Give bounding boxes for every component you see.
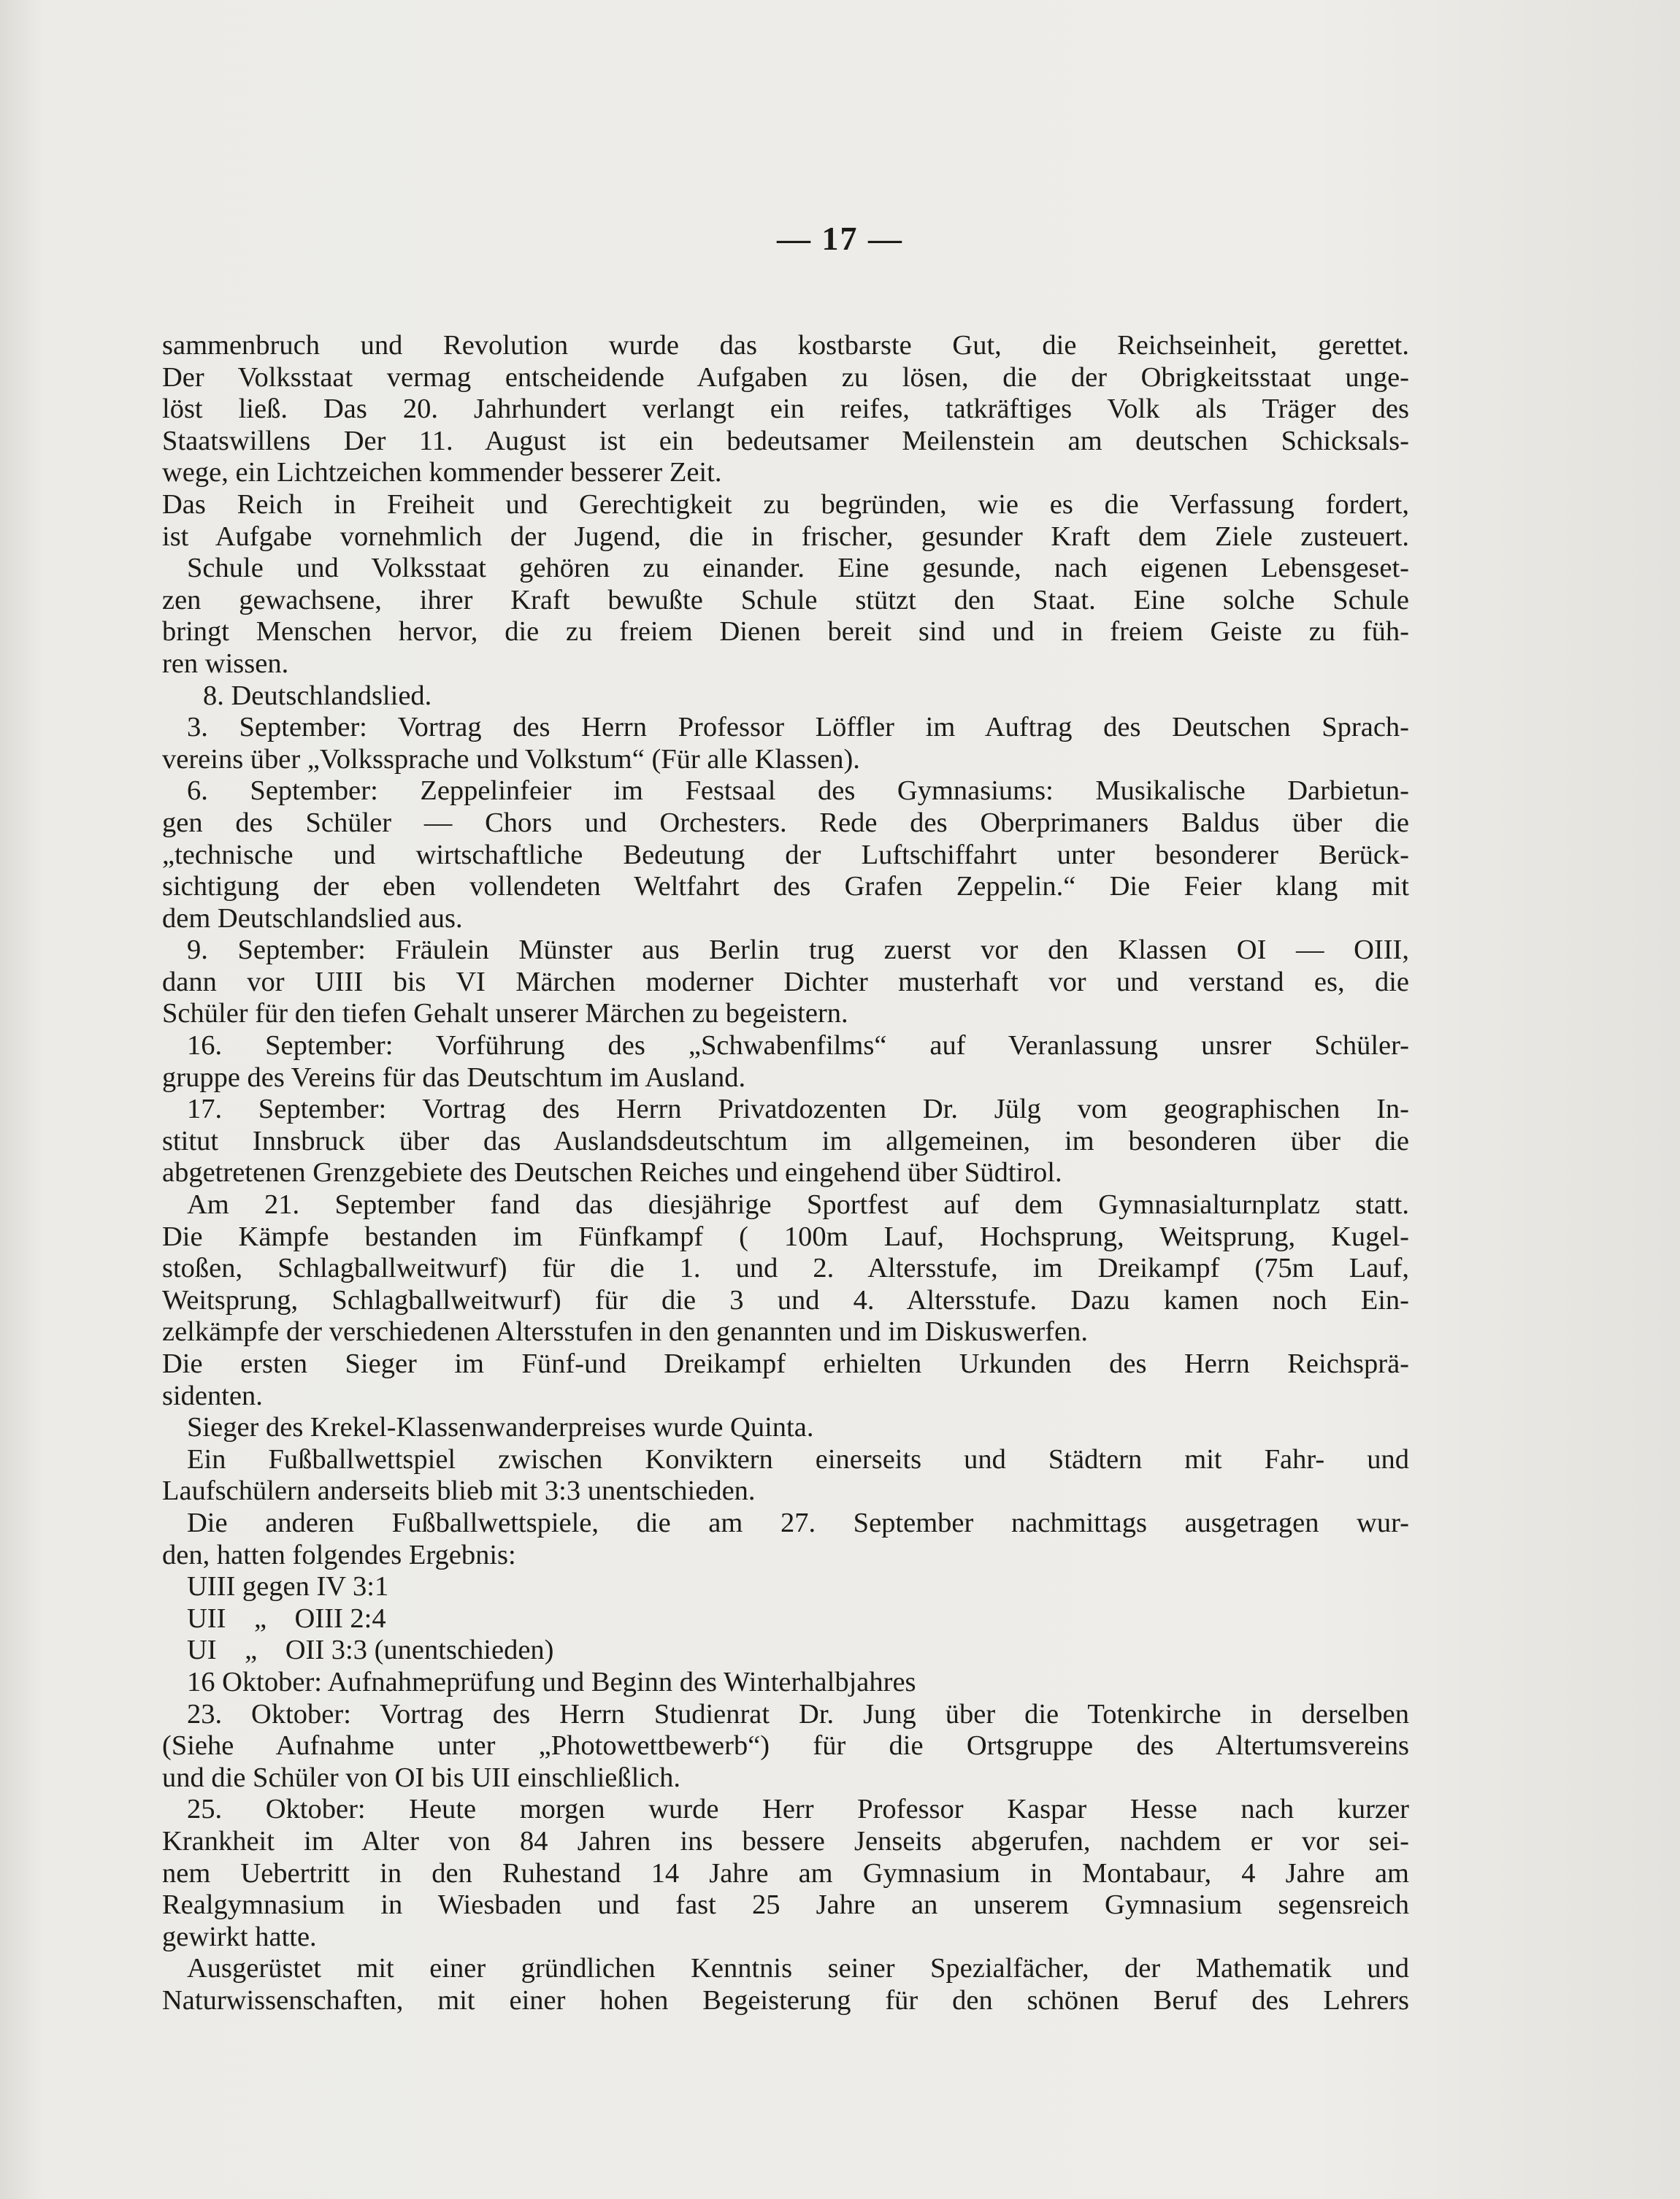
text-line: Ausgerüstet mit einer gründlichen Kenntnis seiner Spezialfächer, der Mathematik und: [187, 1953, 1409, 1984]
text-line: Die ersten Sieger im Fünf-und Dreikampf erhielten Urkunden des Herrn Reichsprä-: [162, 1348, 1409, 1379]
text-line: wege, ein Lichtzeichen kommender besserer Zeit.: [162, 457, 722, 488]
text-line: „technische und wirtschaftliche Bedeutung der Luftschiffahrt unter besonderer Berück-: [162, 839, 1409, 870]
text-line: stitut Innsbruck über das Auslandsdeutschtum im allgemeinen, im besonderen über die: [162, 1125, 1409, 1156]
text-line: vereins über „Volkssprache und Volkstum“ (Für alle Klassen).: [162, 743, 860, 775]
text-line: zelkämpfe der verschiedenen Altersstufen in den genannten und im Diskuswerfen.: [162, 1316, 1088, 1348]
text-line: Das Reich in Freiheit und Gerechtigkeit zu begründen, wie es die Verfassung fordert,: [162, 488, 1409, 520]
text-line: gen des Schüler — Chors und Orchesters. Rede des Oberprimaners Baldus über die: [162, 807, 1409, 838]
text-line: zen gewachsene, ihrer Kraft bewußte Schule stützt den Staat. Eine solche Schule: [162, 584, 1409, 615]
text-line: bringt Menschen hervor, die zu freiem Dienen bereit sind und in freiem Geiste zu füh-: [162, 616, 1409, 648]
text-line: ist Aufgabe vornehmlich der Jugend, die in frischer, gesunder Kraft dem Ziele zusteuert.: [162, 521, 1409, 552]
text-line: Der Volksstaat vermag entscheidende Aufgaben zu lösen, die der Obrigkeitsstaat unge-: [162, 361, 1409, 393]
text-line: löst ließ. Das 20. Jahrhundert verlangt ein reifes, tatkräftiges Volk als Träger des: [162, 394, 1409, 425]
text-line: Laufschülern anderseits blieb mit 3:3 unentschieden.: [162, 1475, 756, 1507]
text-line: Weitsprung, Schlagballweitwurf) für die 3 und 4. Altersstufe. Dazu kamen noch Ein-: [162, 1284, 1409, 1316]
text-line: Schüler für den tiefen Gehalt unserer Märchen zu begeistern.: [162, 998, 848, 1029]
text-line: Ein Fußballwettspiel zwischen Konviktern einerseits und Städtern mit Fahr- und: [187, 1443, 1409, 1475]
text-line: abgetretenen Grenzgebiete des Deutschen Reiches und eingehend über Südtirol.: [162, 1157, 1062, 1189]
text-line: dann vor UIII bis VI Märchen moderner Dichter musterhaft vor und verstand es, die: [162, 966, 1409, 997]
text-line: stoßen, Schlagballweitwurf) für die 1. und 2. Altersstufe, im Dreikampf (75m Lauf,: [162, 1253, 1409, 1284]
text-line: Naturwissenschaften, mit einer hohen Begeisterung für den schönen Beruf des Lehrers: [162, 1984, 1409, 2016]
text-line: nem Uebertritt in den Ruhestand 14 Jahre am Gymnasium in Montabaur, 4 Jahre am: [162, 1857, 1409, 1889]
text-line: 6. September: Zeppelinfeier im Festsaal des Gymnasiums: Musikalische Darbietun-: [187, 775, 1409, 807]
text-line: Krankheit im Alter von 84 Jahren ins bessere Jenseits abgerufen, nachdem er vor sei-: [162, 1825, 1409, 1857]
text-line: Schule und Volksstaat gehören zu einander. Eine gesunde, nach eigenen Lebensgeset-: [187, 553, 1409, 584]
text-line: UI „ OII 3:3 (unentschieden): [187, 1635, 554, 1666]
text-line: Die anderen Fußballwettspiele, die am 27. September nachmittags ausgetragen wur-: [187, 1507, 1409, 1538]
text-line: 9. September: Fräulein Münster aus Berlin trug zuerst vor den Klassen OI — OIII,: [187, 935, 1409, 966]
text-line: 16. September: Vorführung des „Schwabenfilms“ auf Veranlassung unsrer Schüler-: [187, 1030, 1409, 1062]
text-line: 25. Oktober: Heute morgen wurde Herr Professor Kaspar Hesse nach kurzer: [187, 1794, 1409, 1825]
text-line: sidenten.: [162, 1380, 263, 1411]
text-line: UII „ OIII 2:4: [187, 1603, 386, 1634]
text-line: Sieger des Krekel-Klassenwanderpreises wurde Quinta.: [187, 1412, 814, 1443]
body-text: [162, 330, 1409, 2016]
text-line: 8. Deutschlandslied.: [203, 680, 432, 711]
text-line: gruppe des Vereins für das Deutschtum im Ausland.: [162, 1062, 746, 1093]
page-number: — 17 —: [777, 220, 903, 257]
text-line: Staatswillens Der 11. August ist ein bedeutsamer Meilenstein am deutschen Schicksals-: [162, 425, 1409, 456]
text-line: den, hatten folgendes Ergebnis:: [162, 1539, 516, 1570]
text-line: 16 Oktober: Aufnahmeprüfung und Beginn des Winterhalbjahres: [187, 1666, 916, 1697]
text-line: ren wissen.: [162, 648, 289, 679]
text-line: (Siehe Aufnahme unter „Photowettbewerb“) für die Ortsgruppe des Altertumsvereins: [162, 1730, 1409, 1762]
text-line: Realgymnasium in Wiesbaden und fast 25 Jahre an unserem Gymnasium segensreich: [162, 1889, 1409, 1921]
text-line: sammenbruch und Revolution wurde das kostbarste Gut, die Reichseinheit, gerettet.: [162, 330, 1409, 361]
text-line: und die Schüler von OI bis UII einschließlich.: [162, 1762, 680, 1793]
text-line: UIII gegen IV 3:1: [187, 1571, 389, 1603]
text-line: Die Kämpfe bestanden im Fünfkampf ( 100m Lauf, Hochsprung, Weitsprung, Kugel-: [162, 1221, 1409, 1252]
text-line: dem Deutschlandslied aus.: [162, 902, 463, 934]
text-line: gewirkt hatte.: [162, 1921, 317, 1952]
text-line: sichtigung der eben vollendeten Weltfahrt des Grafen Zeppelin.“ Die Feier klang mit: [162, 871, 1409, 902]
text-line: 23. Oktober: Vortrag des Herrn Studienrat Dr. Jung über die Totenkirche in derselben: [187, 1698, 1409, 1730]
text-line: Am 21. September fand das diesjährige Sportfest auf dem Gymnasialturnplatz statt.: [187, 1189, 1409, 1221]
text-line: 3. September: Vortrag des Herrn Professor Löffler im Auftrag des Deutschen Sprach-: [187, 712, 1409, 743]
text-line: 17. September: Vortrag des Herrn Privatdozenten Dr. Jülg vom geographischen In-: [187, 1094, 1409, 1125]
